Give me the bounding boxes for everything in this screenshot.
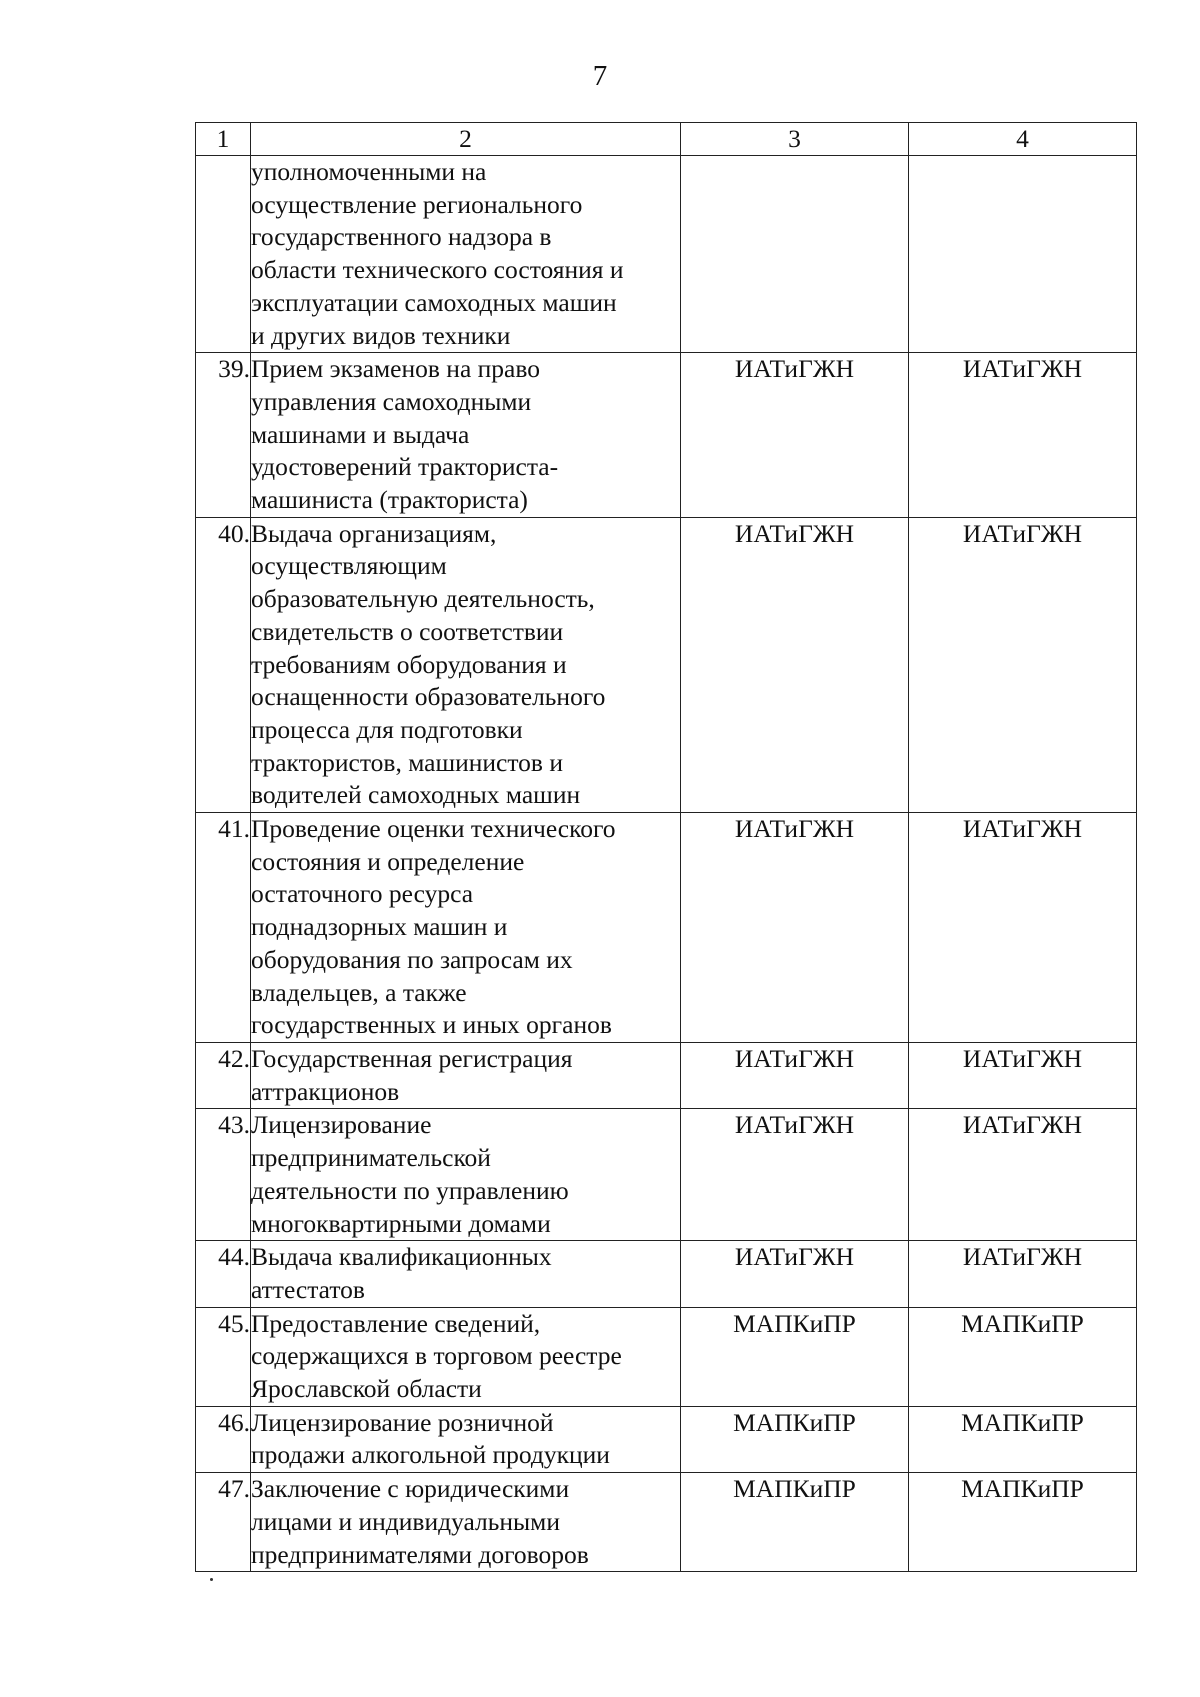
description-line: Выдача квалификационных [251,1242,552,1272]
responsible-body-col-3: МАПКиПР [681,1406,909,1472]
service-description [251,1473,681,1572]
description-line: Лицензирование [251,1110,432,1140]
description-line: Лицензирование розничной [251,1407,554,1437]
description-line: удостоверений тракториста- [251,452,559,482]
description-line: оборудования по запросам их [251,944,573,974]
table-row [196,1406,1137,1472]
service-description [251,156,681,353]
table-row [196,813,1137,1043]
service-description [251,1042,681,1108]
table-row [196,353,1137,518]
responsible-body-col-3 [681,156,909,353]
description-line: эксплуатации самоходных машин [251,287,617,317]
description-line: осуществляющим [251,551,447,581]
description-line: водителей самоходных машин [251,780,581,810]
description-line: содержащихся в торговом реестре [251,1341,622,1371]
description-line: деятельности по управлению [251,1175,569,1205]
description-line: машиниста (тракториста) [251,485,528,515]
description-line: аттестатов [251,1274,365,1304]
service-description [251,1241,681,1307]
responsible-body-col-3: ИАТиГЖН [681,813,909,1043]
table-row [196,1307,1137,1406]
row-number: 41. [196,813,251,1043]
row-number: 45. [196,1307,251,1406]
page-number: 7 [592,60,608,92]
responsible-body-col-4: ИАТиГЖН [909,353,1137,518]
description-line: процесса для подготовки [251,714,523,744]
table-row [196,1473,1137,1572]
responsible-body-col-4: ИАТиГЖН [909,517,1137,812]
description-line: состояния и определение [251,846,525,876]
header-col-2: 2 [251,123,681,156]
header-row [196,123,1137,156]
description-line: остаточного ресурса [251,879,474,909]
scan-mark [210,1578,213,1581]
responsible-body-col-4 [909,156,1137,353]
description-line: предпринимателями договоров [251,1539,589,1569]
description-line: поднадзорных машин и [251,912,508,942]
description-line: лицами и индивидуальными [251,1506,560,1536]
responsible-body-col-3: ИАТиГЖН [681,1241,909,1307]
description-line: Предоставление сведений, [251,1308,541,1338]
description-line: аттракционов [251,1076,400,1106]
description-line: государственных и иных органов [251,1010,612,1040]
description-line: трактористов, машинистов и [251,747,563,777]
description-line: управления самоходными [251,386,532,416]
row-number: 40. [196,517,251,812]
description-line: Заключение с юридическими [251,1474,570,1504]
header-col-3: 3 [681,123,909,156]
responsible-body-col-3: МАПКиПР [681,1473,909,1572]
header-col-1: 1 [196,123,251,156]
description-line: уполномоченными на [251,157,487,186]
description-line: и других видов техники [251,320,511,350]
description-line: Проведение оценки технического [251,814,616,844]
table-row [196,156,1137,353]
responsible-body-col-3: ИАТиГЖН [681,1042,909,1108]
service-description [251,1109,681,1241]
description-line: машинами и выдача [251,419,470,449]
service-description [251,813,681,1043]
service-description [251,517,681,812]
responsible-body-col-4: ИАТиГЖН [909,1241,1137,1307]
row-number: 46. [196,1406,251,1472]
responsible-body-col-4: ИАТиГЖН [909,813,1137,1043]
service-description [251,1406,681,1472]
description-line: владельцев, а также [251,977,467,1007]
description-line: Ярославской области [251,1374,482,1404]
service-description [251,1307,681,1406]
responsible-body-col-3: ИАТиГЖН [681,517,909,812]
description-line: требованиям оборудования и [251,649,567,679]
row-number [196,156,251,353]
row-number: 44. [196,1241,251,1307]
row-number: 42. [196,1042,251,1108]
responsible-body-col-4: ИАТиГЖН [909,1042,1137,1108]
responsible-body-col-3: ИАТиГЖН [681,353,909,518]
row-number: 43. [196,1109,251,1241]
description-line: Государственная регистрация [251,1043,573,1073]
table-body [196,156,1137,1572]
description-line: предпринимательской [251,1143,491,1173]
description-line: Прием экзаменов на право [251,354,540,384]
table-row [196,517,1137,812]
description-line: продажи алкогольной продукции [251,1440,610,1470]
description-line: свидетельств о соответствии [251,616,564,646]
services-table [195,122,1137,1572]
description-line: образовательную деятельность, [251,584,595,614]
description-line: Выдача организациям, [251,518,497,548]
description-line: оснащенности образовательного [251,682,606,712]
table-row [196,1109,1137,1241]
responsible-body-col-4: МАПКиПР [909,1473,1137,1572]
table-row [196,1042,1137,1108]
row-number: 47. [196,1473,251,1572]
responsible-body-col-3: ИАТиГЖН [681,1109,909,1241]
responsible-body-col-4: МАПКиПР [909,1406,1137,1472]
table-row [196,1241,1137,1307]
description-line: области технического состояния и [251,255,624,285]
header-col-4: 4 [909,123,1137,156]
description-line: многоквартирными домами [251,1208,551,1238]
responsible-body-col-4: ИАТиГЖН [909,1109,1137,1241]
description-line: государственного надзора в [251,222,552,252]
description-line: осуществление регионального [251,189,583,219]
responsible-body-col-4: МАПКиПР [909,1307,1137,1406]
service-description [251,353,681,518]
responsible-body-col-3: МАПКиПР [681,1307,909,1406]
row-number: 39. [196,353,251,518]
